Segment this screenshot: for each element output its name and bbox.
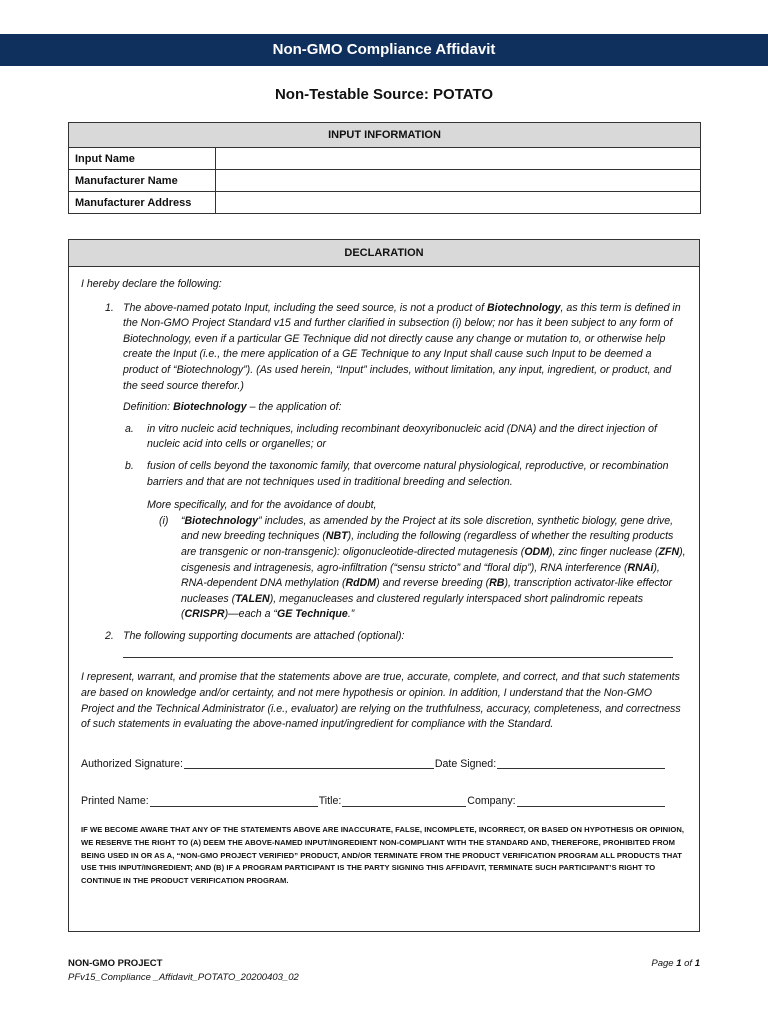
authorized-signature-field[interactable] [184, 767, 434, 769]
item-2-text: The following supporting documents are attached (optional): [123, 629, 405, 642]
text-run: ), transcription activator-like effector nucleases ( [181, 577, 673, 605]
text-run: ), RNA-dependent DNA methylation ( [181, 561, 660, 590]
signature-row [81, 757, 687, 773]
page-indicator [651, 958, 700, 969]
manufacturer-address-field[interactable] [216, 192, 701, 214]
legal-disclaimer: IF WE BECOME AWARE THAT ANY OF THE STATEMENTS ABOVE ARE INACCURATE, FALSE, INCOMPLETE, INCORRECT, OR BASED ON HYPOTHESIS OR OPINION, WE RESERVE THE RIGHT TO (A) DEEM THE ABOVE-NAMED INPUT/INGREDIENT NON-COMPLIANT WITH THE STANDARD AND, THEREFORE, PROHIBITED FROM BEING USED IN OR AS A, “NON-GMO PROJECT VERIFIED” PRODUCT, AND/OR TERMINATE FROM THE PRODUCT VERIFICATION PROGRAM ALL PRODUCTS THAT USE THIS INPUT/INGREDIENT; AND (B) IF A PROGRAM PARTICIPANT IS THE PARTY SIGNING THIS AFFIDAVIT, TERMINATE SUCH PARTICIPANT’S RIGHT TO CONTINUE IN THE PRODUCT VERIFICATION PROGRAM. [81, 825, 685, 886]
representation-statement: I represent, warrant, and promise that the statements above are true, accurate, complete, and correct, and that such statements are based on knowledge and/or certainty, and not mere hypothesis or opinion. In addition, I understand that the Non-GMO Project and the Technical Administrator (i.e., evaluator) are relying on the truthfulness, accuracy, completeness, and correctness of such statements in evaluating the above-named input/ingredient for compliance with the Standard. [81, 671, 681, 731]
item-1-text-b: , as this term is defined in the Non-GMO Project Standard v15 and further clarified in subsection (i) below; nor has it been subject to any form of Biotechnology, even if a particular GE Technique did not directly cause any change or mutation to, or otherwise help create the Input (i.e., the mere application of a GE Technique to any Input shall cause such Input to be deemed a product of “Biotechnology”). (As used herein, “Input” includes, without limitation, any input, ingredient, or product, and the seed source therefor.) [123, 301, 681, 392]
bold-term: TALEN [235, 592, 270, 605]
printed-name-label: Printed Name: [81, 795, 149, 808]
bold-term: NBT [325, 530, 348, 543]
text-run: ), cisgenesis and intragenesis, agro-infiltration (“sensu stricto” and “floral dip”), RNA interference ( [181, 545, 686, 574]
text-run: ), meganucleases and clustered regularly interspaced short palindromic repeats ( [181, 592, 644, 621]
input-information-table [68, 122, 701, 214]
company-label: Company: [467, 795, 516, 808]
document-subtitle: Non-Testable Source: POTATO [274, 86, 494, 103]
definition-item-b [81, 459, 687, 490]
bold-term: Biotechnology [184, 514, 259, 527]
footer-left [68, 958, 299, 983]
printed-name-field[interactable] [150, 805, 318, 807]
bold-term: CRISPR [184, 608, 225, 621]
table-row [69, 170, 701, 192]
date-signed-label: Date Signed: [434, 757, 497, 770]
definition-item-i-text [181, 515, 686, 621]
title-label: Title: [318, 795, 342, 808]
declaration-item-1 [81, 301, 687, 395]
declaration-intro: I hereby declare the following: [81, 278, 222, 290]
table-row [69, 148, 701, 170]
definition-item-b-text: fusion of cells beyond the taxonomic family, that overcome natural physiological, reproductive, or recombination barriers and that are not techniques used in traditional breeding and selection. [147, 459, 669, 488]
bold-term: ODM [524, 545, 550, 558]
document-banner: Non-GMO Compliance Affidavit [0, 34, 768, 66]
item-roman: (i) [159, 514, 169, 527]
text-run: )—each a “ [224, 608, 277, 621]
item-letter: b. [125, 459, 134, 472]
declaration-item-2 [81, 629, 687, 645]
definition-suffix: – the application of: [246, 401, 342, 414]
item-number: 1. [105, 301, 114, 314]
bold-term: RB [489, 577, 505, 590]
footer-org: NON-GMO PROJECT [68, 958, 163, 969]
supporting-documents-line[interactable] [123, 656, 673, 658]
more-specifically: More specifically, and for the avoidance of doubt, [147, 499, 377, 512]
text-run: “ [181, 514, 185, 527]
item-1-bold-term: Biotechnology [486, 301, 561, 314]
definition-line [81, 400, 687, 416]
authorized-signature-label: Authorized Signature: [81, 757, 183, 770]
table-row [69, 192, 701, 214]
company-field[interactable] [517, 805, 665, 807]
manufacturer-name-field[interactable] [216, 170, 701, 192]
page-mid: of [681, 958, 695, 969]
input-name-label: Input Name [69, 148, 216, 170]
definition-term: Biotechnology [173, 401, 247, 414]
item-1-text-a: The above-named potato Input, including the seed source, is not a product of [123, 301, 487, 314]
text-run: ), zinc finger nuclease ( [549, 545, 659, 558]
printed-name-row [81, 794, 687, 810]
definition-item-a [81, 422, 687, 453]
manufacturer-name-label: Manufacturer Name [69, 170, 216, 192]
bold-term: RdDM [345, 577, 377, 590]
text-run: ” includes, as amended by the Project at its sole discretion, synthetic biology, gene drive, and new breeding techniques ( [181, 514, 674, 543]
text-run: ) and reverse breeding ( [376, 577, 490, 590]
page-total: 1 [694, 958, 700, 969]
declaration-heading: DECLARATION [69, 240, 699, 267]
item-number: 2. [105, 629, 114, 642]
item-letter: a. [125, 422, 134, 435]
date-signed-field[interactable] [497, 767, 665, 769]
text-run: ), including the following (regardless of whether the resulting products are transgenic or non-transgenic): oligonucleotide-directed mutagenesis ( [181, 530, 674, 558]
text-run: .” [347, 608, 355, 621]
input-name-field[interactable] [216, 148, 701, 170]
definition-prefix: Definition: [123, 401, 174, 414]
page-number: 1 [676, 958, 682, 969]
bold-term: RNAi [627, 561, 654, 574]
definition-item-a-text: in vitro nucleic acid techniques, including recombinant deoxyribonucleic acid (DNA) and the direct injection of nucleic acid into cells or organelles; or [147, 422, 657, 451]
declaration-body [69, 267, 699, 888]
title-field[interactable] [342, 805, 466, 807]
input-table-heading: INPUT INFORMATION [69, 123, 701, 148]
manufacturer-address-label: Manufacturer Address [69, 192, 216, 214]
definition-item-i [81, 514, 687, 623]
page-prefix: Page [651, 958, 677, 969]
footer-filename: PFv15_Compliance _Affidavit_POTATO_20200403_02 [68, 972, 299, 983]
bold-term: ZFN [658, 545, 680, 558]
declaration-section [68, 239, 700, 932]
bold-term: GE Technique [276, 608, 348, 621]
